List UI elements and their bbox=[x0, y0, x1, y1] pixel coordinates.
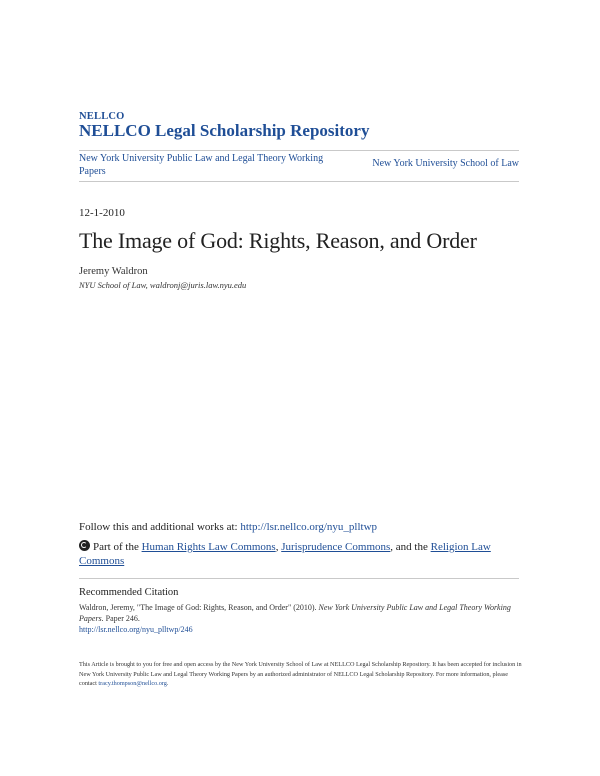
footer-notice bbox=[79, 660, 524, 689]
contact-email-link[interactable]: tracy.thompson@nellco.org bbox=[98, 680, 167, 687]
follow-url-link[interactable]: http://lsr.nellco.org/nyu_plltwp bbox=[240, 521, 378, 533]
series-link[interactable]: New York University Public Law and Legal Theory Working Papers bbox=[79, 153, 324, 177]
footer-text: This Article is brought to you for free and open access by the New York University School of Law at NELLCO Legal Scholarship Repository. It has been accepted for inclusion in New York University Public Law and Legal Theory Working Papers by an authorized administrator of NELLCO Legal Scholarship Repository. For more information, please contact bbox=[79, 661, 522, 687]
repository-short-name: NELLCO bbox=[79, 111, 125, 122]
part-of-line bbox=[79, 539, 519, 568]
article-title: The Image of God: Rights, Reason, and Order bbox=[79, 228, 477, 253]
open-access-icon bbox=[79, 540, 90, 551]
citation-series: New York University Public Law and Legal Theory Working Papers. bbox=[79, 603, 511, 623]
school-link[interactable]: New York University School of Law bbox=[372, 158, 519, 169]
repository-title[interactable]: NELLCO Legal Scholarship Repository bbox=[79, 121, 370, 140]
follow-line bbox=[79, 521, 377, 533]
publication-date: 12-1-2010 bbox=[79, 207, 125, 219]
human-rights-commons-link[interactable]: Human Rights Law Commons bbox=[141, 541, 276, 553]
part-of-prefix: Part of the bbox=[93, 541, 142, 553]
jurisprudence-commons-link[interactable]: Jurisprudence Commons bbox=[281, 541, 391, 553]
footer-end: . bbox=[166, 680, 169, 687]
divider-citation bbox=[79, 578, 519, 579]
citation-plain: Waldron, Jeremy, "The Image of God: Rights, Reason, and Order" (2010). bbox=[79, 603, 319, 612]
separator-2: , and the bbox=[390, 541, 431, 553]
divider-bottom bbox=[79, 181, 519, 182]
religion-law-commons-link[interactable]: Religion Law Commons bbox=[79, 541, 491, 567]
citation-text bbox=[79, 602, 519, 635]
author-affiliation: NYU School of Law, waldronj@juris.law.nyu.edu bbox=[79, 280, 247, 290]
citation-paper: Paper 246. bbox=[103, 614, 140, 623]
separator-1: , bbox=[275, 541, 282, 553]
follow-prefix: Follow this and additional works at: bbox=[79, 521, 241, 533]
citation-url-link[interactable]: http://lsr.nellco.org/nyu_plltwp/246 bbox=[79, 625, 193, 634]
citation-heading: Recommended Citation bbox=[79, 587, 179, 598]
author-name: Jeremy Waldron bbox=[79, 266, 148, 277]
divider-top bbox=[79, 150, 519, 151]
